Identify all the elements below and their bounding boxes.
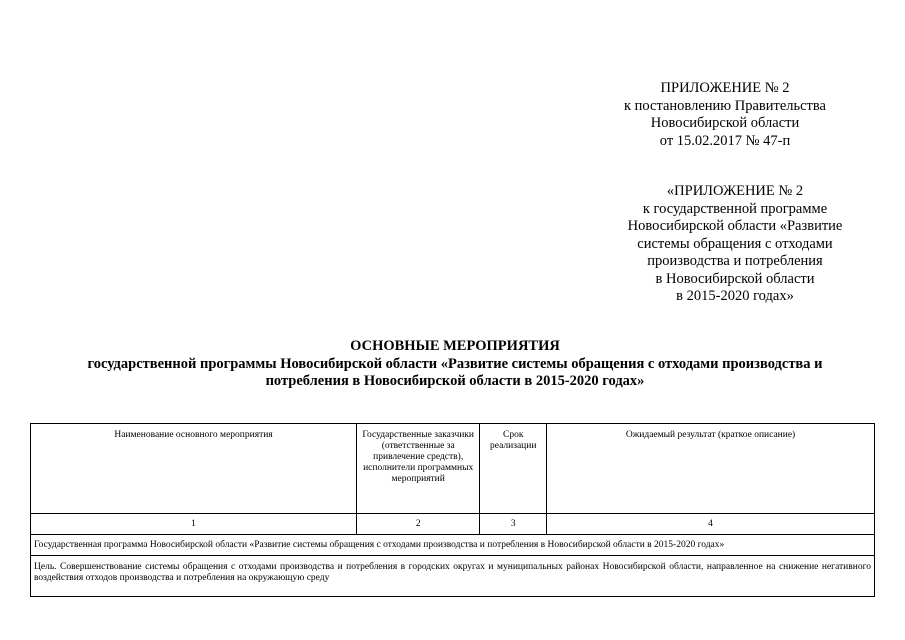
header-measure-name: Наименование основного мероприятия <box>31 424 357 514</box>
column-number: 4 <box>547 514 875 535</box>
appendix-program-line: в 2015-2020 годах» <box>676 288 794 304</box>
appendix-program-line: в Новосибирской области <box>655 270 815 287</box>
header-expected-result: Ожидаемый результат (краткое описание) <box>547 424 875 514</box>
appendix-program-line: Новосибирской области «Развитие <box>627 218 843 234</box>
column-number: 1 <box>31 514 357 535</box>
appendix-decree-reference <box>600 80 850 150</box>
appendix-decree-line: к постановлению Правительства <box>624 97 826 114</box>
table-header-row <box>31 424 875 514</box>
document-title <box>30 338 880 391</box>
appendix-program-line: к государственной программе <box>642 200 828 217</box>
table-row <box>31 556 875 597</box>
table-column-number-row <box>31 514 875 535</box>
appendix-decree-line: Новосибирской области <box>650 115 800 131</box>
column-number: 3 <box>480 514 547 535</box>
title-subtitle-line: государственной программы Новосибирской области «Развитие системы обращения с отходами производства и <box>87 355 823 372</box>
appendix-program-line: производства и потребления <box>647 253 823 269</box>
program-row-cell: Государственная программа Новосибирской области «Развитие системы обращения с отходами производства и потребления в Новосибирской области в 2015-2020 годах» <box>31 535 875 556</box>
column-number: 2 <box>357 514 480 535</box>
goal-row-cell: Цель. Совершенствование системы обращения с отходами производства и потребления в городских округах и муниципальных районах Новосибирской области, направленное на снижение негативного воздействия отходов производства и потребления на окружающую среду <box>31 556 875 597</box>
appendix-program-line: «ПРИЛОЖЕНИЕ № 2 <box>666 183 804 199</box>
title-heading: ОСНОВНЫЕ МЕРОПРИЯТИЯ <box>350 338 560 354</box>
header-term: Срок реализации <box>480 424 547 514</box>
appendix-decree-line: от 15.02.2017 № 47-п <box>659 132 791 149</box>
appendix-decree-line: ПРИЛОЖЕНИЕ № 2 <box>660 80 790 96</box>
appendix-program-line: системы обращения с отходами <box>637 235 833 252</box>
table-row <box>31 535 875 556</box>
appendix-program-reference <box>600 183 870 306</box>
title-subtitle-line: потребления в Новосибирской области в 2015-2020 годах» <box>265 373 645 389</box>
measures-table <box>30 423 875 597</box>
header-customers: Государственные заказчики (ответственные за привлечение средств), исполнители программных мероприятий <box>357 424 480 514</box>
